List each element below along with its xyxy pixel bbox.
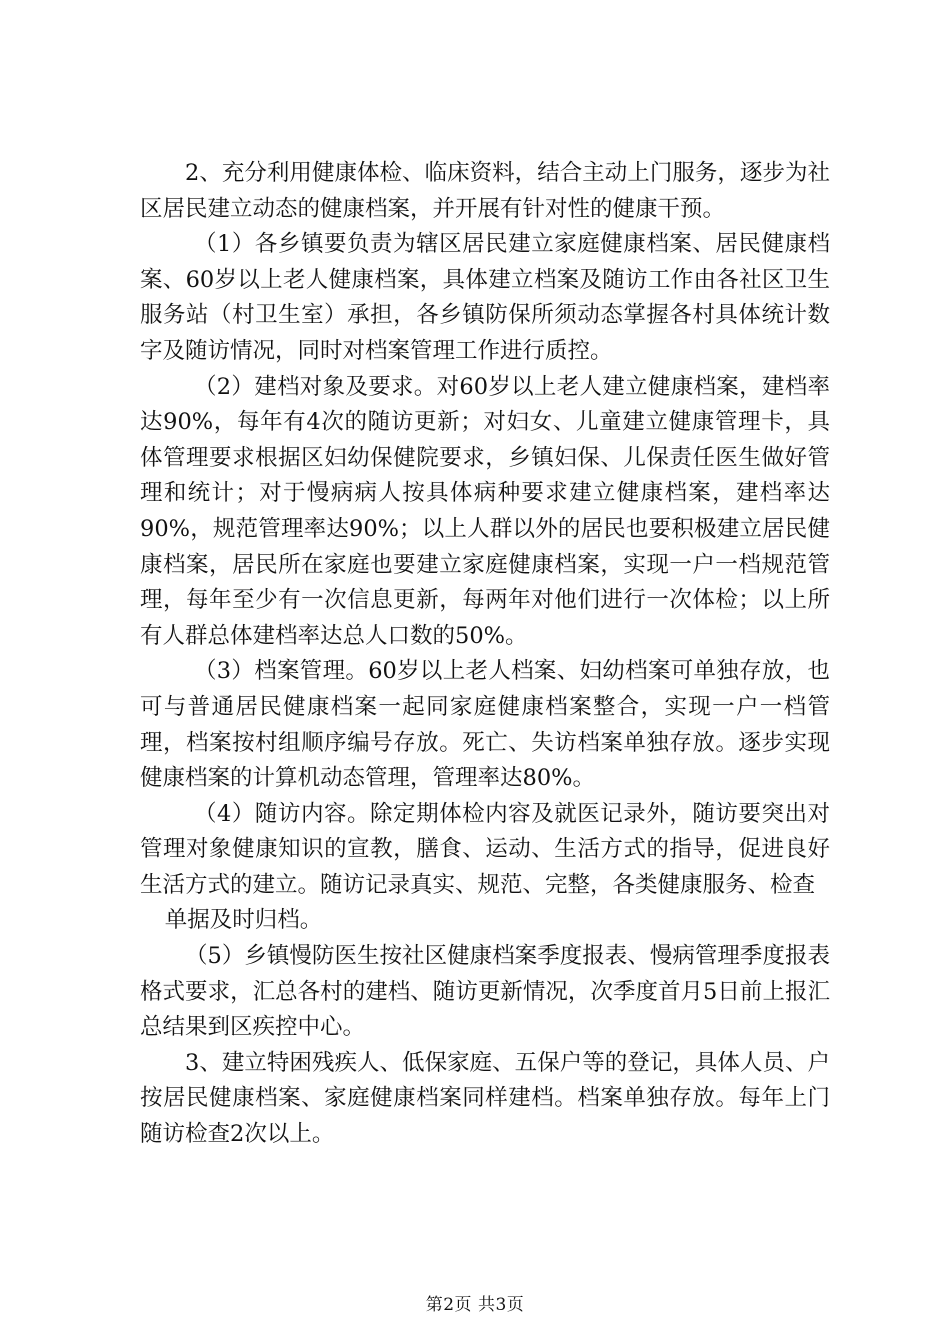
- paragraph-item-5: （5）乡镇慢防医生按社区健康档案季度报表、慢病管理季度报表格式要求，汇总各村的建档、随访更新情况，次季度首月5日前上报汇总结果到区疾控中心。: [140, 943, 830, 1041]
- paragraph-item-4-continued: 单据及时归档。: [164, 907, 323, 934]
- paragraph-item-4: （4）随访内容。除定期体检内容及就医记录外，随访要突出对管理对象健康知识的宣教，膳食、运动、生活方式的指导，促进良好生活方式的建立。随访记录真实、规范、完整，各类健康服务、检查: [140, 800, 830, 898]
- paragraph-section-2: 2、充分利用健康体检、临床资料，结合主动上门服务，逐步为社区居民建立动态的健康档案，并开展有针对性的健康干预。: [140, 160, 830, 222]
- paragraph-item-2: （2）建档对象及要求。对60岁以上老人建立健康档案，建档率达90%，每年有4次的随访更新；对妇女、儿童建立健康管理卡，具体管理要求根据区妇幼保健院要求，乡镇妇保、儿保责任医生做好管理和统计；对于慢病病人按具体病种要求建立健康档案，建档率达90%，规范管理率达90%；以上人群以外的居民也要积极建立居民健康档案，居民所在家庭也要建立家庭健康档案，实现一户一档规范管理，每年至少有一次信息更新，每两年对他们进行一次体检；以上所有人群总体建档率达总人口数的50%。: [140, 373, 830, 649]
- paragraph-item-3: （3）档案管理。60岁以上老人档案、妇幼档案可单独存放，也可与普通居民健康档案一起同家庭健康档案整合，实现一户一档管理，档案按村组顺序编号存放。死亡、失访档案单独存放。逐步实现健康档案的计算机动态管理，管理率达80%。: [140, 658, 830, 792]
- page-number-footer: 第2页 共3页: [425, 1295, 525, 1315]
- document-body: [140, 156, 830, 1153]
- paragraph-item-1: （1）各乡镇要负责为辖区居民建立家庭健康档案、居民健康档案、60岁以上老人健康档案，具体建立档案及随访工作由各社区卫生服务站（村卫生室）承担，各乡镇防保所须动态掌握各村具体统计数字及随访情况，同时对档案管理工作进行质控。: [140, 231, 830, 364]
- paragraph-section-3: 3、建立特困残疾人、低保家庭、五保户等的登记，具体人员、户按居民健康档案、家庭健康档案同样建档。档案单独存放。每年上门随访检查2次以上。: [140, 1049, 830, 1148]
